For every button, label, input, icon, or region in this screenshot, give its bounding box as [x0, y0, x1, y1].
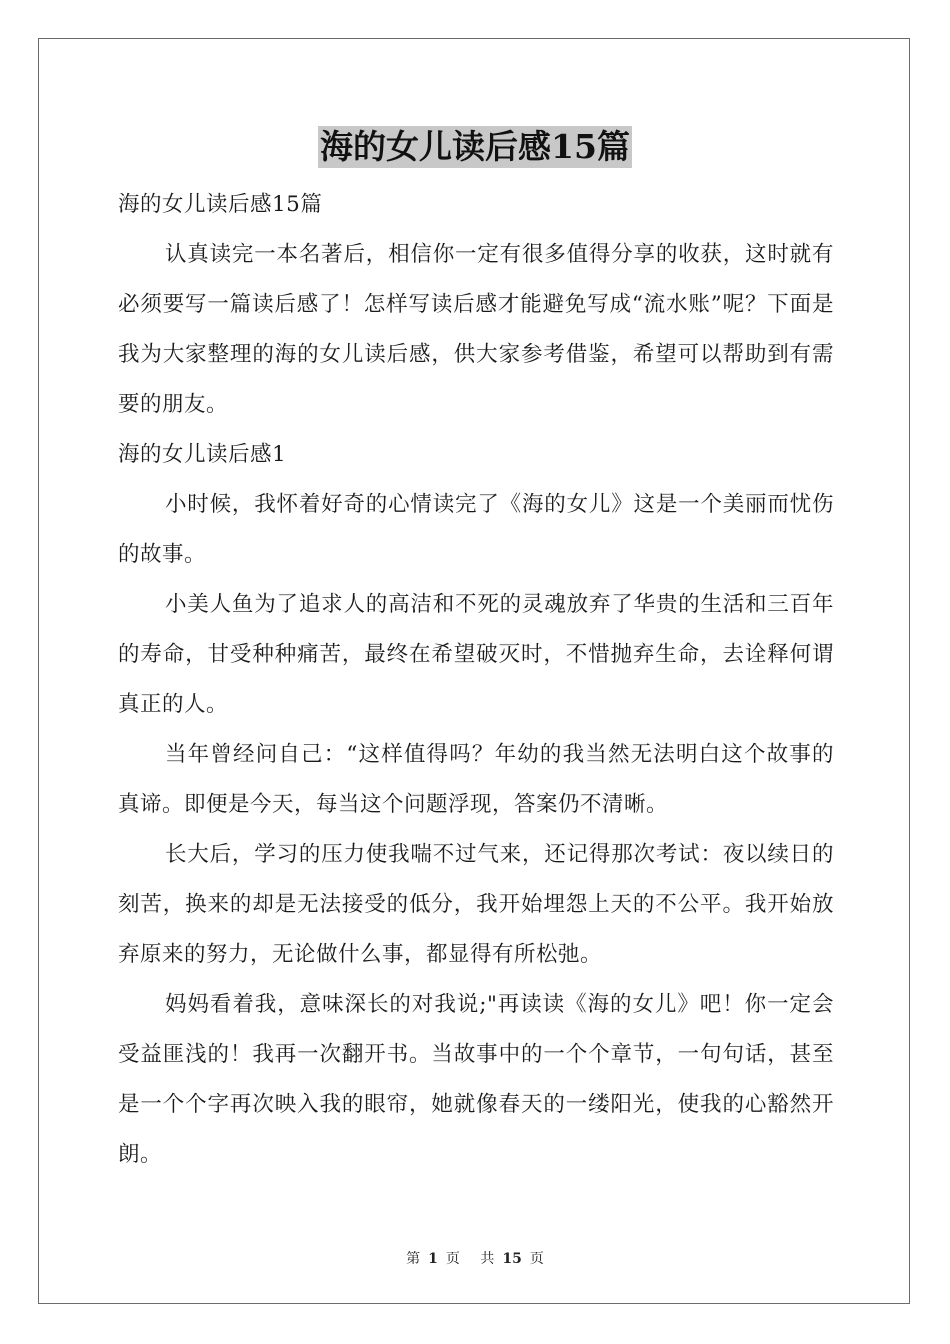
page-prefix: 第 [406, 1251, 421, 1267]
paragraph-body: 妈妈看着我，意味深长的对我说;"再读读《海的女儿》吧！你一定会受益匪浅的！我再一次翻开书。当故事中的一个个章节，一句句话，甚至是一个个字再次映入我的眼帘，她就像春天的一缕阳光，使我的心豁然开朗。 [118, 992, 834, 1167]
paragraph-heading: 海的女儿读后感15篇 [118, 192, 323, 217]
page-footer [0, 1248, 950, 1268]
total-pages-indicator [476, 1251, 547, 1267]
page-suffix: 页 [445, 1251, 460, 1267]
paragraph-body: 小美人鱼为了追求人的高洁和不死的灵魂放弃了华贵的生活和三百年的寿命，甘受种种痛苦，最终在希望破灭时，不惜抛弃生命，去诠释何谓真正的人。 [118, 592, 834, 717]
paragraph-body: 小时候，我怀着好奇的心情读完了《海的女儿》这是一个美丽而忧伤的故事。 [118, 492, 834, 567]
paragraph-body: 认真读完一本名著后，相信你一定有很多值得分享的收获，这时就有必须要写一篇读后感了！怎样写读后感才能避免写成“流水账”呢？下面是我为大家整理的海的女儿读后感，供大家参考借鉴，希望可以帮助到有需要的朋友。 [118, 242, 834, 417]
title-container [0, 126, 950, 168]
paragraph-body: 当年曾经问自己：“这样值得吗？年幼的我当然无法明白这个故事的真谛。即便是今天，每当这个问题浮现，答案仍不清晰。 [118, 742, 834, 817]
total-pages-number: 15 [502, 1251, 522, 1267]
page-indicator [402, 1251, 464, 1267]
total-suffix: 页 [529, 1251, 544, 1267]
paragraph-heading: 海的女儿读后感1 [118, 442, 287, 467]
document-title: 海的女儿读后感15篇 [320, 127, 630, 166]
current-page-number: 1 [428, 1251, 438, 1267]
document-body [118, 180, 834, 1180]
paragraph-body: 长大后，学习的压力使我喘不过气来，还记得那次考试：夜以续日的刻苦，换来的却是无法接受的低分，我开始埋怨上天的不公平。我开始放弃原来的努力，无论做什么事，都显得有所松弛。 [118, 842, 834, 967]
total-prefix: 共 [480, 1251, 495, 1267]
